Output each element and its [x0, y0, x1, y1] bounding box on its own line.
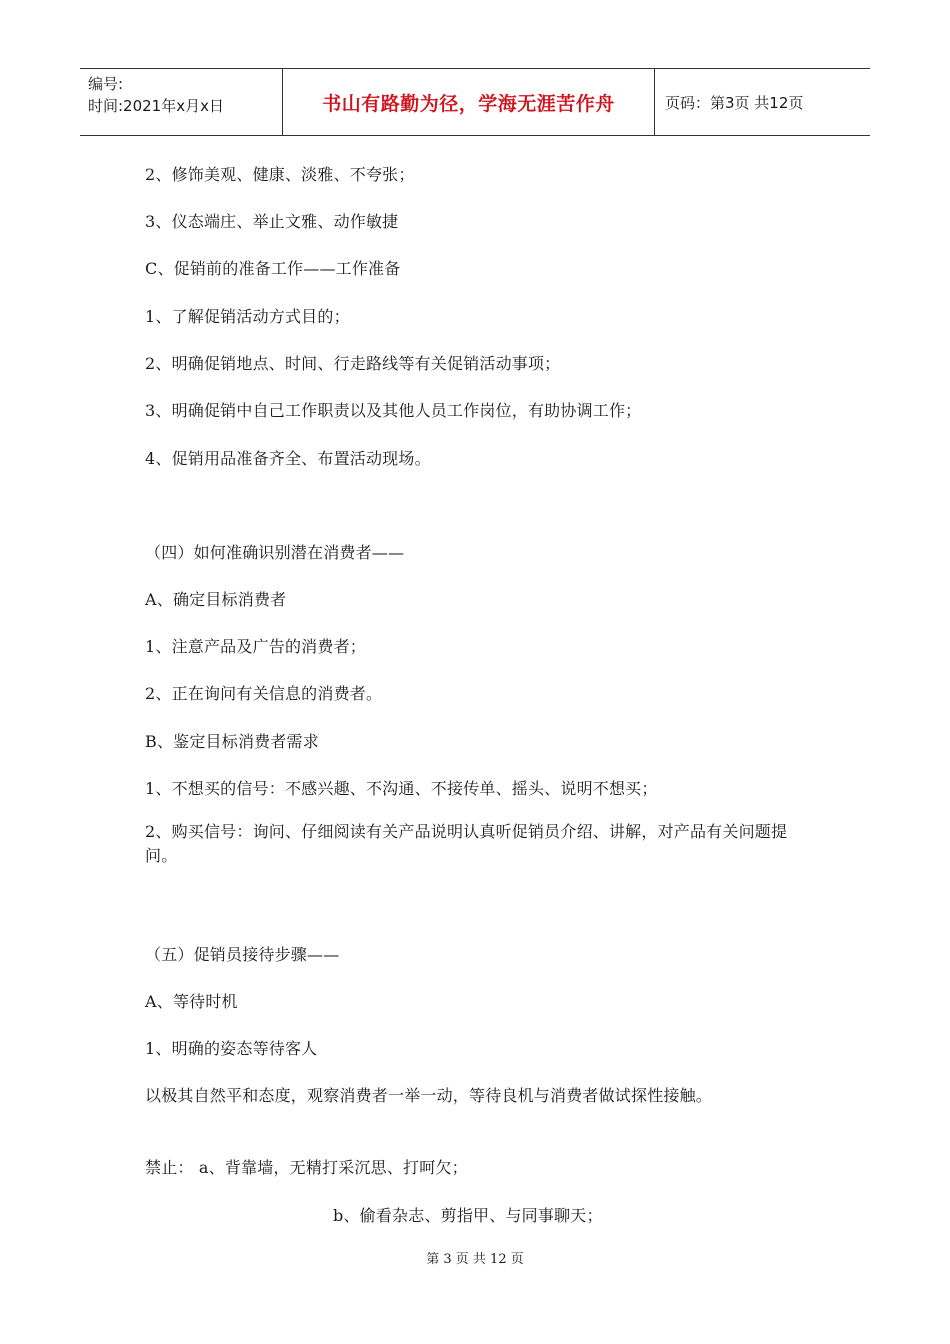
- body-line: 1、了解促销活动方式目的；: [145, 307, 350, 326]
- body-line: 3、明确促销中自己工作职责以及其他人员工作岗位，有助协调工作；: [145, 401, 642, 420]
- body-line: 1、注意产品及广告的消费者；: [145, 637, 366, 656]
- body-paragraph: 2、购买信号：询问、仔细阅读有关产品说明认真听促销员介绍、讲解，对产品有关问题提问。: [145, 822, 788, 865]
- body-line: 1、明确的姿态等待客人: [145, 1039, 318, 1058]
- body-line: 2、明确促销地点、时间、行走路线等有关促销活动事项；: [145, 354, 561, 373]
- section-heading: B、鉴定目标消费者需求: [145, 732, 319, 751]
- body-line: 禁止： a、背靠墙，无精打采沉思、打呵欠；: [145, 1158, 468, 1177]
- document-time-label: 时间:2021年x月x日: [88, 97, 224, 115]
- body-line: 以极其自然平和态度，观察消费者一举一动，等待良机与消费者做试探性接触。: [145, 1086, 713, 1105]
- body-line: 2、修饰美观、健康、淡雅、不夸张；: [145, 165, 415, 184]
- body-line: 3、仪态端庄、举止文雅、动作敏捷: [145, 212, 399, 231]
- section-heading: C、促销前的准备工作——工作准备: [145, 259, 401, 278]
- page-header: [80, 68, 870, 136]
- header-motto: 书山有路勤为径，学海无涯苦作舟: [282, 69, 655, 135]
- body-line: 4、促销用品准备齐全、布置活动现场。: [145, 449, 431, 468]
- body-line: 1、不想买的信号：不感兴趣、不沟通、不接传单、摇头、说明不想买；: [145, 779, 658, 798]
- header-meta: [80, 69, 282, 135]
- page-footer: 第 3 页 共 12 页: [426, 1252, 524, 1267]
- document-number-label: 编号:: [88, 75, 124, 93]
- chapter-heading: （五）促销员接待步骤——: [145, 945, 340, 964]
- section-heading: A、等待时机: [145, 992, 238, 1011]
- section-heading: A、确定目标消费者: [145, 590, 287, 609]
- chapter-heading: （四）如何准确识别潜在消费者——: [145, 543, 405, 562]
- header-page-info: 页码：第3页 共12页: [665, 93, 804, 112]
- body-line: b、偷看杂志、剪指甲、与同事聊天；: [333, 1206, 603, 1225]
- body-line: 2、正在询问有关信息的消费者。: [145, 684, 383, 703]
